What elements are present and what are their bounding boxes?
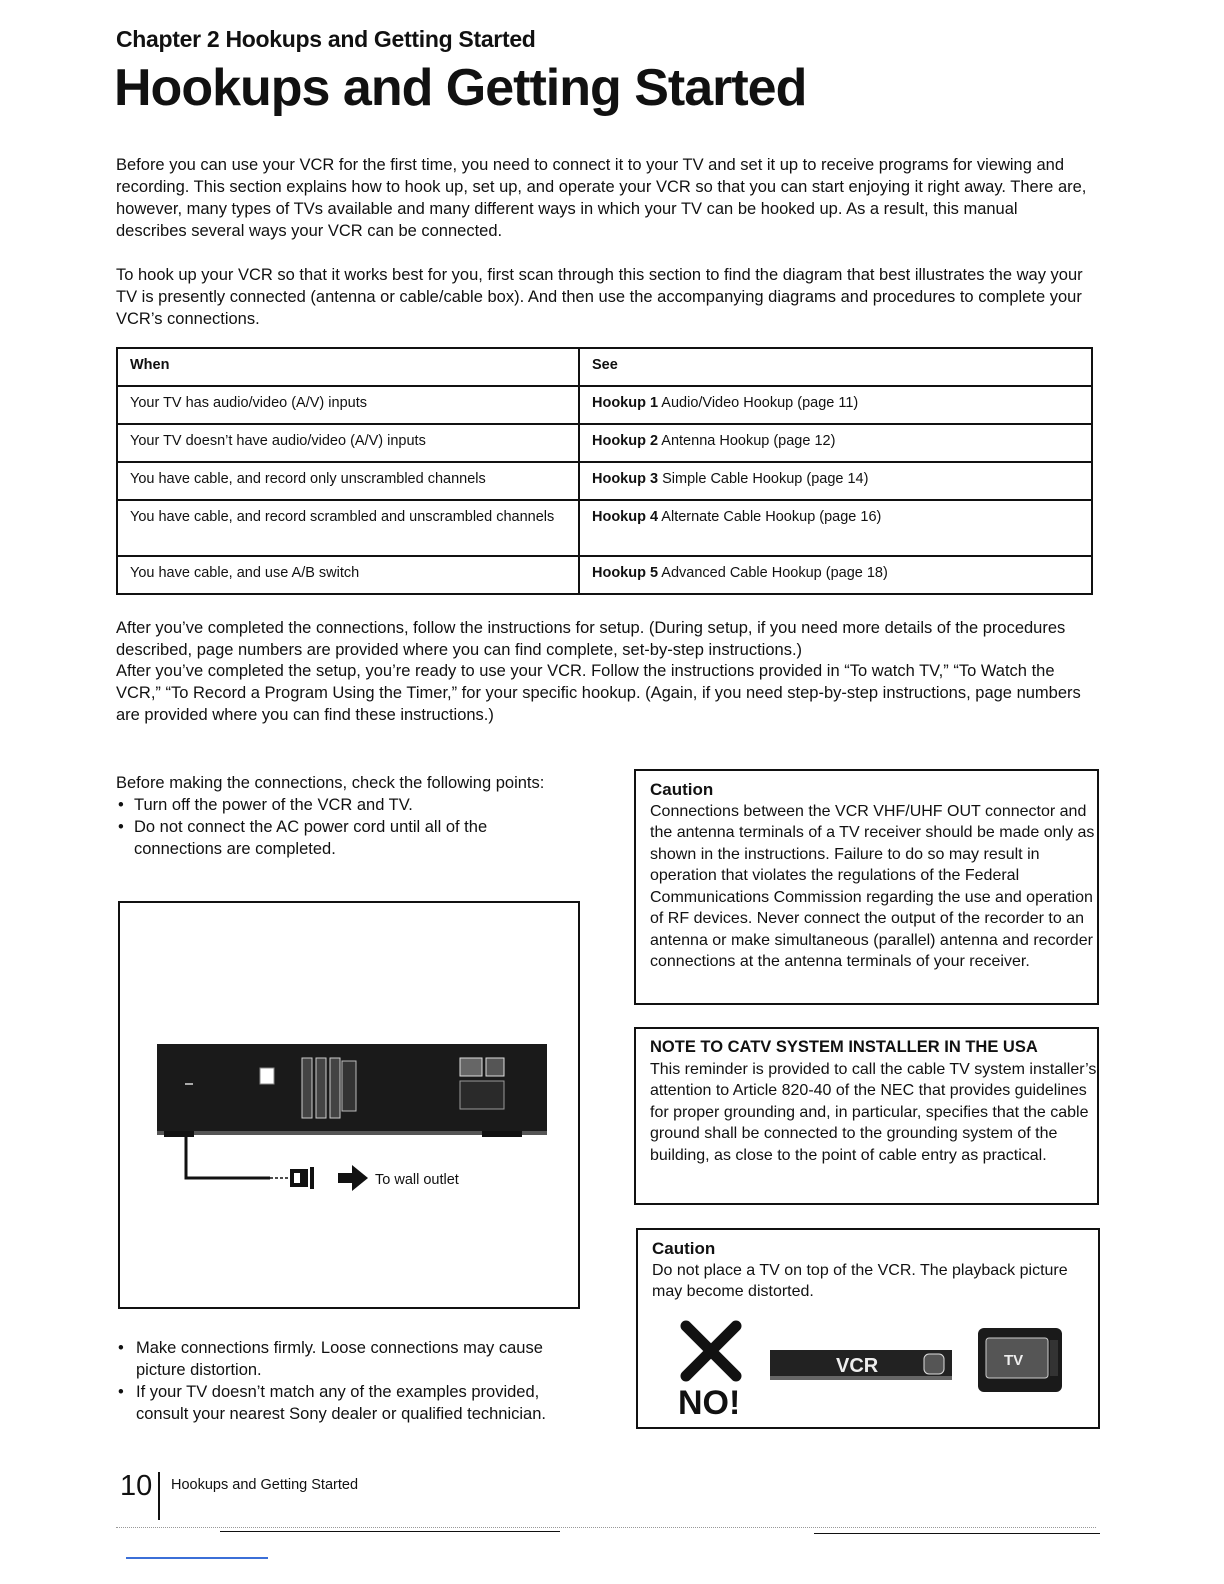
intro-paragraph-1: Before you can use your VCR for the first time, you need to connect it to your TV and set it up to receive programs for viewing and recording. This section explains how to hook up, set up, and operate your VCR so that you can start enjoying it right away. There are, however, many types of TVs available and many different ways in which your TV can be hooked up. As a result, this manual describes several ways your VCR can be connected.	[116, 156, 1087, 240]
table-row	[117, 462, 1092, 500]
no-tv-on-vcr-illustration	[674, 1318, 1074, 1418]
hookup-number: Hookup 2	[592, 433, 659, 449]
cross-icon	[686, 1326, 736, 1376]
page-number: 10	[120, 1470, 153, 1502]
caution-title: Caution	[652, 1239, 716, 1258]
scan-noise	[116, 1527, 1096, 1529]
tv-label: TV	[1004, 1352, 1024, 1369]
when-cell: You have cable, and use A/B switch	[117, 556, 579, 594]
see-cell	[579, 386, 1092, 424]
scan-edge-mark	[126, 1557, 268, 1559]
vcr-rear-illustration	[120, 903, 578, 1307]
checklist	[116, 772, 546, 860]
tips-list	[116, 1337, 586, 1425]
hookup-reference: Alternate Cable Hookup (page 16)	[661, 509, 882, 525]
when-cell: Your TV doesn’t have audio/video (A/V) inputs	[117, 424, 579, 462]
chapter-heading: Chapter 2 Hookups and Getting Started	[116, 26, 536, 52]
note-title: NOTE TO CATV SYSTEM INSTALLER IN THE USA	[650, 1038, 1038, 1056]
after-paragraph-1: After you’ve completed the connections, follow the instructions for setup. (During setup, if you need more details of the procedures described, page numbers are provided where you can find complete, set-by-step instructions.)	[116, 619, 1066, 659]
intro-paragraph-2: To hook up your VCR so that it works best for you, first scan through this section to find the diagram that best illustrates the way your TV is presently connected (antenna or cable/cable box). And then use the accompanying diagrams and procedures to complete your VCR’s connections.	[116, 266, 1083, 328]
when-cell: You have cable, and record scrambled and unscrambled channels	[117, 500, 579, 556]
table-row	[117, 424, 1092, 462]
checklist-lead: Before making the connections, check the following points:	[116, 774, 545, 792]
note-body: This reminder is provided to call the cable TV system installer’s attention to Article 820-40 of the NEC that provides guidelines for proper grounding and, in particular, specifies that the cable ground shall be connected to the grounding system of the building, as close to the point of cable entry as practical.	[650, 1060, 1097, 1164]
no-label: NO!	[678, 1384, 741, 1418]
hookup-number: Hookup 4	[592, 509, 659, 525]
hookup-reference: Antenna Hookup (page 12)	[661, 433, 836, 449]
wall-outlet-label: To wall outlet	[375, 1172, 459, 1188]
caution-title: Caution	[650, 780, 714, 799]
footer-divider	[158, 1472, 160, 1520]
caution-body: Connections between the VCR VHF/UHF OUT connector and the antenna terminals of a TV receiver should be made only as shown in the instructions. Failure to do so may result in operation that violates the regulations of the Federal Communications Commission regarding the use and operation of RF devices. Never connect the output of the recorder to an antenna or make simultaneous (parallel) antenna and recorder connections at the antenna terminals of your receiver.	[650, 802, 1095, 970]
when-cell: You have cable, and record only unscrambled channels	[117, 462, 579, 500]
table-row	[117, 386, 1092, 424]
list-item: • Turn off the power of the VCR and TV.	[134, 794, 546, 816]
hookup-table	[116, 347, 1093, 595]
when-cell: Your TV has audio/video (A/V) inputs	[117, 386, 579, 424]
see-cell	[579, 500, 1092, 556]
caution-box-placement	[636, 1228, 1100, 1429]
footer-rule-left	[220, 1531, 560, 1532]
column-header-when: When	[117, 348, 579, 386]
column-header-see: See	[579, 348, 1092, 386]
page-title: Hookups and Getting Started	[114, 59, 807, 117]
list-item: • Do not connect the AC power cord until all of the connections are completed.	[134, 816, 546, 860]
vcr-rear-panel-figure	[118, 901, 580, 1309]
hookup-reference: Simple Cable Hookup (page 14)	[662, 471, 869, 487]
after-paragraph-2: After you’ve completed the setup, you’re ready to use your VCR. Follow the instructions provided in “To watch TV,” “To Watch the VCR,” “To Record a Program Using the Timer,” for your specific hookup. (Again, if you need step-by-step instructions, page numbers are provided where you can find these instructions.)	[116, 662, 1081, 724]
see-cell	[579, 462, 1092, 500]
table-row	[117, 500, 1092, 556]
table-header-row	[117, 348, 1092, 386]
vcr-label: VCR	[836, 1355, 879, 1377]
caution-body: Do not place a TV on top of the VCR. The playback picture may become distorted.	[652, 1261, 1068, 1300]
hookup-reference: Audio/Video Hookup (page 11)	[661, 395, 859, 411]
hookup-number: Hookup 1	[592, 395, 659, 411]
list-item: • If your TV doesn’t match any of the examples provided, consult your nearest Sony dealer or qualified technician.	[136, 1381, 586, 1425]
list-item: • Make connections firmly. Loose connections may cause picture distortion.	[136, 1337, 586, 1381]
catv-note-box	[634, 1027, 1099, 1205]
see-cell	[579, 556, 1092, 594]
hookup-number: Hookup 3	[592, 471, 659, 487]
table-row	[117, 556, 1092, 594]
see-cell	[579, 424, 1092, 462]
footer-rule-right	[814, 1533, 1100, 1534]
footer-section-title: Hookups and Getting Started	[171, 1477, 359, 1493]
hookup-reference: Advanced Cable Hookup (page 18)	[661, 565, 888, 581]
hookup-number: Hookup 5	[592, 565, 659, 581]
caution-box-rf	[634, 769, 1099, 1005]
checklist-items	[116, 794, 546, 860]
